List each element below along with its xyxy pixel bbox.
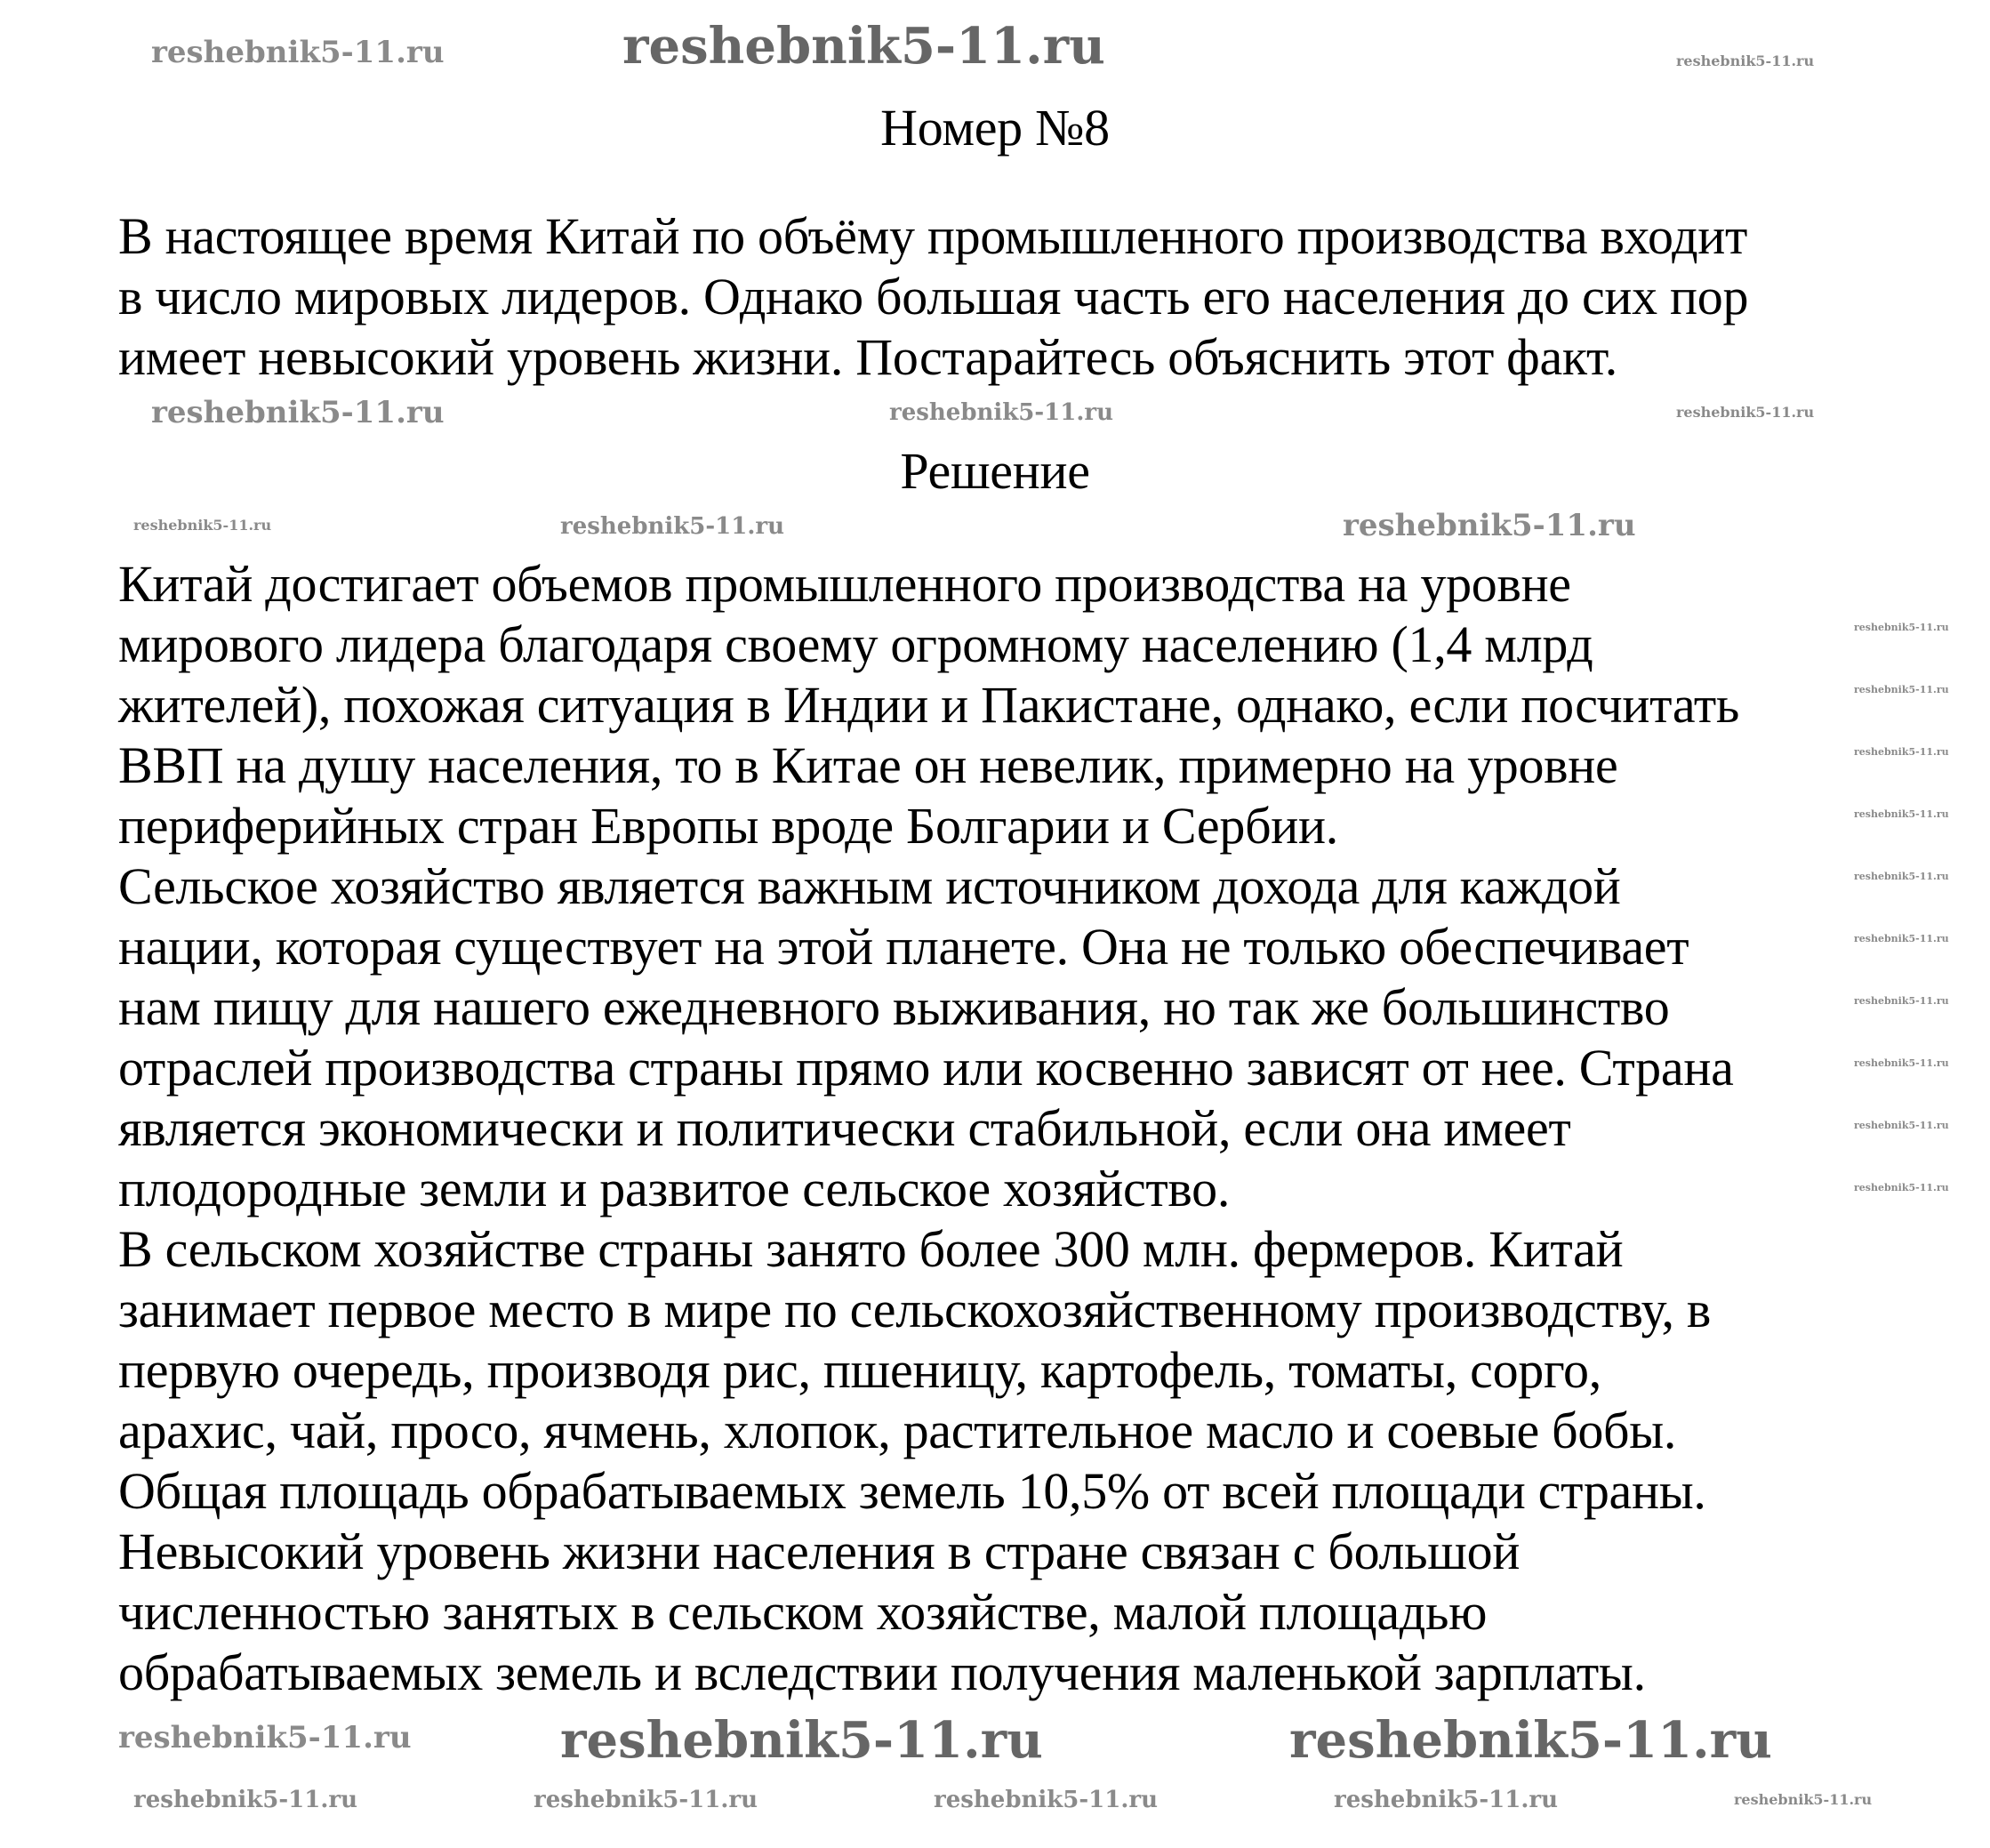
text-line: В сельском хозяйстве страны занято более 300 млн. фермеров. Китай <box>118 1220 1624 1278</box>
watermark: reshebnik5-11.ru <box>1854 995 1949 1007</box>
text-line: В настоящее время Китай по объёму промышленного производства входит <box>118 207 1748 265</box>
text-line: арахис, чай, просо, ячмень, хлопок, растительное масло и соевые бобы. <box>118 1402 1677 1459</box>
watermark: reshebnik5-11.ru <box>133 1787 358 1813</box>
watermark: reshebnik5-11.ru <box>1854 746 1949 758</box>
text-line: нам пищу для нашего ежедневного выживания, но так же большинство <box>118 978 1670 1036</box>
text-line: Сельское хозяйство является важным источником дохода для каждой <box>118 857 1621 915</box>
watermark: reshebnik5-11.ru <box>1854 1057 1949 1069</box>
watermark: reshebnik5-11.ru <box>1676 404 1815 421</box>
page-title: Номер №8 <box>880 99 1110 157</box>
watermark: reshebnik5-11.ru <box>1676 52 1815 69</box>
watermark: reshebnik5-11.ru <box>1854 622 1949 633</box>
text-line: плодородные земли и развитое сельское хозяйство. <box>118 1160 1231 1217</box>
text-line: мирового лидера благодаря своему огромному населению (1,4 млрд <box>118 615 1593 673</box>
text-line: Невысокий уровень жизни населения в стране связан с большой <box>118 1523 1521 1580</box>
watermark: reshebnik5-11.ru <box>889 399 1114 426</box>
text-line: отраслей производства страны прямо или косвенно зависят от нее. Страна <box>118 1039 1734 1097</box>
text-line: Общая площадь обрабатываемых земель 10,5% от всей площади страны. <box>118 1462 1706 1520</box>
watermark: reshebnik5-11.ru <box>151 35 445 70</box>
watermark: reshebnik5-11.ru <box>622 17 1105 76</box>
watermark: reshebnik5-11.ru <box>560 1711 1043 1770</box>
text-line: имеет невысокий уровень жизни. Постарайтесь объяснить этот факт. <box>118 328 1617 386</box>
watermark: reshebnik5-11.ru <box>1289 1711 1772 1770</box>
watermark: reshebnik5-11.ru <box>560 513 785 540</box>
text-line: ВВП на душу населения, то в Китае он невелик, примерно на уровне <box>118 736 1618 794</box>
solution-heading: Решение <box>900 442 1090 500</box>
text-line: численностью занятых в сельском хозяйстве, малой площадью <box>118 1583 1488 1641</box>
watermark: reshebnik5-11.ru <box>1734 1791 1873 1808</box>
text-line: Китай достигает объемов промышленного производства на уровне <box>118 555 1571 613</box>
text-line: жителей), похожая ситуация в Индии и Пакистане, однако, если посчитать <box>118 676 1740 734</box>
watermark: reshebnik5-11.ru <box>1854 1120 1949 1131</box>
text-line: первую очередь, производя рис, пшеницу, картофель, томаты, сорго, <box>118 1341 1601 1399</box>
watermark: reshebnik5-11.ru <box>1854 684 1949 695</box>
text-line: периферийных стран Европы вроде Болгарии и Сербии. <box>118 797 1338 855</box>
watermark: reshebnik5-11.ru <box>934 1787 1159 1813</box>
watermark: reshebnik5-11.ru <box>1854 808 1949 820</box>
watermark: reshebnik5-11.ru <box>1334 1787 1559 1813</box>
watermark: reshebnik5-11.ru <box>1854 871 1949 882</box>
watermark: reshebnik5-11.ru <box>1343 508 1636 543</box>
text-line: в число мировых лидеров. Однако большая часть его населения до сих пор <box>118 268 1749 325</box>
watermark: reshebnik5-11.ru <box>1854 1182 1949 1193</box>
text-line: является экономически и политически стабильной, если она имеет <box>118 1099 1571 1157</box>
watermark: reshebnik5-11.ru <box>534 1787 758 1813</box>
text-line: обрабатываемых земель и вследствии получения маленькой зарплаты. <box>118 1643 1646 1701</box>
text-line: занимает первое место в мире по сельскохозяйственному производству, в <box>118 1281 1712 1338</box>
watermark: reshebnik5-11.ru <box>1854 933 1949 944</box>
watermark: reshebnik5-11.ru <box>118 1720 412 1756</box>
watermark: reshebnik5-11.ru <box>151 395 445 430</box>
watermark: reshebnik5-11.ru <box>133 517 272 534</box>
text-line: нации, которая существует на этой планете. Она не только обеспечивает <box>118 918 1689 976</box>
